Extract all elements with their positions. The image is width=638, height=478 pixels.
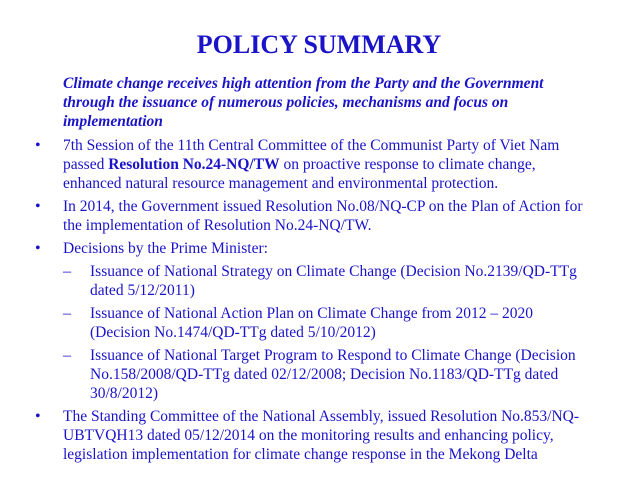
sub-item xyxy=(0,304,638,342)
bullet-line: the implementation of Resolution No.24-NQ/TW. xyxy=(63,217,372,234)
bullet-line: legislation implementation for climate change response in the Mekong Delta xyxy=(63,446,538,463)
bullet-line: The Standing Committee of the National Assembly, issued Resolution No.853/NQ- xyxy=(63,408,580,425)
sub-item-line: Issuance of National Strategy on Climate Change (Decision No.2139/QD-TTg xyxy=(90,263,577,280)
sub-item-line: dated 5/12/2011) xyxy=(90,282,195,299)
sub-item-line: (Decision No.1474/QD-TTg dated 5/10/2012) xyxy=(90,324,376,341)
sub-item-line: 30/8/2012) xyxy=(90,385,159,402)
intro-statement xyxy=(63,74,623,131)
bullet-text xyxy=(63,197,638,235)
bullet-icon: • xyxy=(35,137,41,154)
resolution-reference-bold: Resolution No.24-NQ/TW xyxy=(108,156,280,173)
intro-line: through the issuance of numerous policies, mechanisms and focus on xyxy=(63,94,509,111)
bullet-item xyxy=(0,239,638,258)
bullet-text xyxy=(63,407,638,464)
bullet-list xyxy=(0,136,638,468)
bullet-icon: • xyxy=(35,408,41,425)
bullet-line: Decisions by the Prime Minister: xyxy=(63,240,268,257)
bullet-text xyxy=(63,136,638,193)
slide-title: POLICY SUMMARY xyxy=(196,30,442,59)
bullet-line: UBTVQH13 dated 05/12/2014 on the monitoring results and enhancing policy, xyxy=(63,427,554,444)
bullet-text xyxy=(63,239,638,258)
bullet-item xyxy=(0,136,638,193)
bullet-line: In 2014, the Government issued Resolution No.08/NQ-CP on the Plan of Action for xyxy=(63,198,583,215)
dash-icon: – xyxy=(63,347,71,364)
bullet-icon: • xyxy=(35,198,41,215)
dash-icon: – xyxy=(63,305,71,322)
bullet-line: enhanced natural resource management and environmental protection. xyxy=(63,175,499,192)
bullet-item xyxy=(0,407,638,464)
sub-item xyxy=(0,346,638,403)
bullet-text-segment: passed xyxy=(63,156,109,173)
bullet-item xyxy=(0,197,638,235)
bullet-line: 7th Session of the 11th Central Committee of the Communist Party of Viet Nam xyxy=(63,137,560,154)
sub-item-line: No.158/2008/QD-TTg dated 02/12/2008; Decision No.1183/QD-TTg dated xyxy=(90,366,559,383)
sub-item-line: Issuance of National Action Plan on Climate Change from 2012 – 2020 xyxy=(90,305,533,322)
intro-line: implementation xyxy=(63,113,163,130)
sub-item-line: Issuance of National Target Program to Respond to Climate Change (Decision xyxy=(90,347,576,364)
intro-line: Climate change receives high attention from the Party and the Government xyxy=(63,75,544,92)
sub-item xyxy=(0,262,638,300)
bullet-text-segment: on proactive response to climate change, xyxy=(279,156,536,173)
dash-icon: – xyxy=(63,263,71,280)
bullet-icon: • xyxy=(35,240,41,257)
bullet-line xyxy=(63,155,638,174)
